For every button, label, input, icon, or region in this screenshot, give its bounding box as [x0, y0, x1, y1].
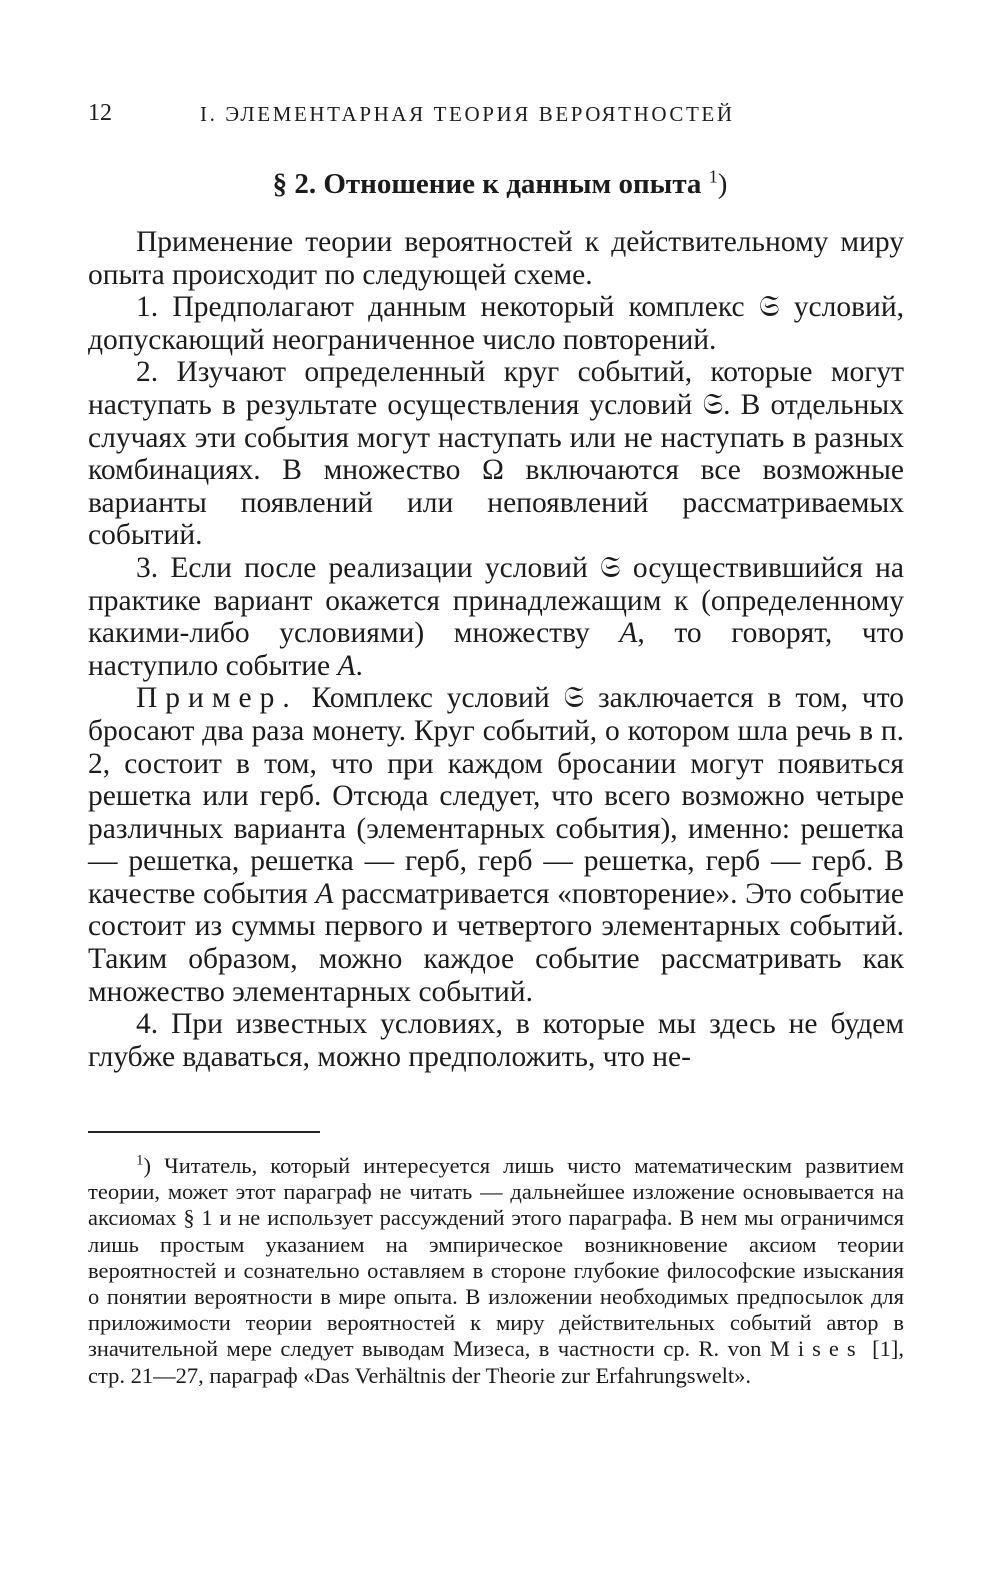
- paragraph-item-1: 1. Предполагают данным некоторый комплекс 𝔖 условий, допускающий неограниченное число повторений.: [88, 291, 904, 356]
- example-label: Пример.: [136, 682, 298, 715]
- footnote: [88, 1153, 904, 1389]
- section-footnote-ref[interactable]: 1: [708, 166, 718, 187]
- footnote-marker-paren: ): [143, 1153, 151, 1178]
- body-text: [88, 226, 904, 1073]
- paragraph-item-3-text-c: .: [355, 649, 363, 682]
- running-head: [88, 100, 908, 130]
- footnote-marker: 1: [136, 1152, 144, 1169]
- paragraph-intro: Применение теории вероятностей к действительному миру опыта происходит по следующей схеме.: [88, 226, 904, 291]
- paragraph-item-2: 2. Изучают определенный круг событий, которые могут наступать в результате осуществления условий 𝔖. В отдельных случаях эти события могут наступать или не наступать в разных комбинациях. В множество Ω включаются все возможные варианты появлений или непоявлений рассматриваемых событий.: [88, 356, 904, 552]
- paragraph-item-3-text-b: , то говорят, что наступило событие: [88, 617, 904, 682]
- footnote-text-b: [1], стр. 21—27, параграф «Das Verhältnis der Theorie zur Erfahrungswelt».: [88, 1336, 904, 1388]
- event-variable-a: A: [315, 877, 334, 910]
- section-heading: [0, 168, 1000, 201]
- footnote-text-a: Читатель, который интересуется лишь чисто математическим развитием теории, может этот параграф не читать — дальнейшее изложение основывается на аксиомах § 1 и не использует рассуждений этого параграфа. В нем мы ограничимся лишь простым указанием на эмпирическое возникновение аксиом теории вероятностей и сознательно оставляем в стороне глубокие философские изыскания о понятии вероятности в мире опыта. В изложении необходимых предпосылок для приложимости теории вероятностей к миру действительных событий автор в значительной мере следует выводам Мизеса, в частности ср. R. von: [88, 1153, 904, 1362]
- paragraph-item-4: 4. При известных условиях, в которые мы здесь не будем глубже вдаваться, можно предположить, что не-: [88, 1008, 904, 1073]
- example-text-a: Комплекс условий 𝔖 заключается в том, что бросают два раза монету. Круг событий, о котором шла речь в п. 2, состоит в том, что при каждом бросании могут появиться решетка или герб. Отсюда следует, что всего возможно четыре различных варианта (элементарных события), именно: решетка — решетка, решетка — герб, герб — решетка, герб — герб. В качестве события: [88, 682, 904, 910]
- paragraph-item-3: [88, 552, 904, 682]
- footnote-author-name: Mises: [769, 1336, 864, 1362]
- paragraph-example: [88, 682, 904, 1008]
- section-footnote-ref-paren: ): [717, 168, 728, 200]
- event-variable-a: A: [619, 617, 638, 650]
- section-title: § 2. Отношение к данным опыта: [272, 168, 702, 200]
- page-number: 12: [88, 100, 112, 126]
- footnote-divider: [88, 1131, 320, 1133]
- event-variable-a: A: [337, 649, 356, 682]
- paragraph-item-3-text-a: 3. Если после реализации условий 𝔖 осуществившийся на практике вариант окажется принадлежащим к (определенному какими-либо условиями) множеству: [88, 551, 904, 650]
- example-text-b: рассматривается «повторение». Это событие состоит из суммы первого и четвертого элементарных событий. Таким образом, можно каждое событие рассматривать как множество элементарных событий.: [88, 877, 904, 1008]
- running-title: I. ЭЛЕМЕНТАРНАЯ ТЕОРИЯ ВЕРОЯТНОСТЕЙ: [200, 102, 735, 126]
